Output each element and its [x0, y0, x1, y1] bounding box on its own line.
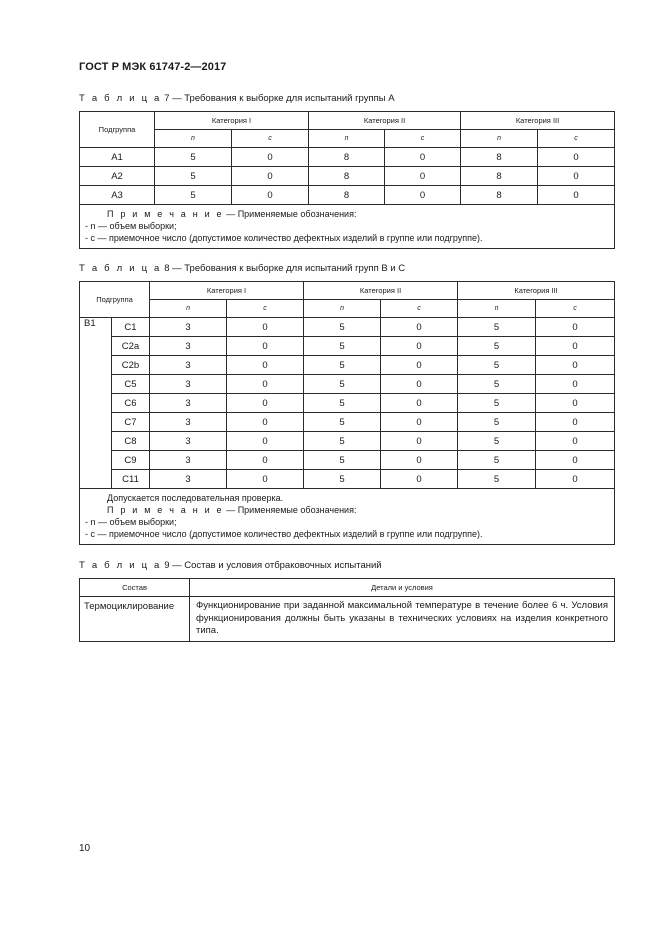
table7-number: 7: [164, 93, 170, 104]
table7-value-cell: 8: [461, 148, 538, 167]
table8-value-cell: 0: [227, 337, 304, 356]
table8-value-cell: 5: [458, 356, 536, 375]
table7-value-cell: 8: [461, 186, 538, 205]
table8-value-cell: 5: [304, 318, 381, 337]
table7-value-cell: 8: [309, 186, 385, 205]
table8-value-cell: 0: [536, 413, 615, 432]
table-row: [80, 432, 615, 451]
table8-value-cell: 0: [536, 356, 615, 375]
table7-value-cell: 8: [461, 167, 538, 186]
table8-value-cell: 5: [458, 394, 536, 413]
table7-note: [80, 205, 615, 249]
table7-subgroup-header: Подгруппа: [80, 112, 155, 148]
table8-value-cell: 5: [304, 451, 381, 470]
table7-group-cell: A3: [80, 186, 155, 205]
table8-value-cell: 3: [150, 375, 227, 394]
table7-category-1: Категория I: [155, 112, 309, 130]
table8-value-cell: 5: [304, 356, 381, 375]
table8-value-cell: 0: [381, 432, 458, 451]
table7-value-cell: 8: [309, 167, 385, 186]
table8-n-1: n: [150, 300, 227, 318]
table8-value-cell: 5: [304, 337, 381, 356]
table8-value-cell: 0: [381, 375, 458, 394]
table-row: [80, 470, 615, 489]
table8-value-cell: 3: [150, 318, 227, 337]
table7-value-cell: 0: [538, 167, 615, 186]
table8-value-cell: 0: [227, 470, 304, 489]
table-row: [80, 451, 615, 470]
table8-value-cell: 0: [536, 451, 615, 470]
table7-value-cell: 5: [155, 167, 232, 186]
table-row: [80, 318, 615, 337]
table7-c-3: c: [538, 130, 615, 148]
table8-value-cell: 0: [536, 337, 615, 356]
table8-value-cell: 0: [536, 470, 615, 489]
table7-group-cell: A1: [80, 148, 155, 167]
table7-value-cell: 0: [385, 148, 461, 167]
table8-subgroup-cell: C2b: [112, 356, 150, 375]
table8-subgroup-header: Подгруппа: [80, 282, 150, 318]
table7-note-line2: - c — приемочное число (допустимое количество дефектных изделий в группе или подгруппе).: [85, 233, 483, 243]
table8-value-cell: 3: [150, 337, 227, 356]
table-row: [80, 356, 615, 375]
table-row: [80, 148, 615, 167]
page-number: 10: [79, 843, 91, 854]
table8-value-cell: 5: [304, 413, 381, 432]
table8-value-cell: 0: [381, 318, 458, 337]
table-row: [80, 394, 615, 413]
table8-value-cell: 0: [381, 394, 458, 413]
table8-note-line2: - c — приемочное число (допустимое количество дефектных изделий в группе или подгруппе).: [85, 529, 483, 539]
table7: [79, 111, 615, 249]
table8-subgroup-cell: C5: [112, 375, 150, 394]
table8-note-line1: - n — объем выборки;: [85, 517, 177, 527]
table-row: [80, 375, 615, 394]
table8-value-cell: 5: [458, 337, 536, 356]
table7-value-cell: 0: [538, 148, 615, 167]
table8-value-cell: 0: [381, 470, 458, 489]
table8-note-pre: Допускается последовательная проверка.: [107, 493, 284, 503]
table8-label: Т а б л и ц а: [79, 263, 162, 274]
table-row: [80, 337, 615, 356]
table8-value-cell: 3: [150, 470, 227, 489]
table7-value-cell: 8: [309, 148, 385, 167]
document-header: ГОСТ Р МЭК 61747-2—2017: [79, 61, 227, 73]
table7-value-cell: 0: [538, 186, 615, 205]
table8-category-2: Категория II: [304, 282, 458, 300]
table-row: [80, 597, 615, 642]
table8-value-cell: 0: [227, 451, 304, 470]
table8-c-1: c: [227, 300, 304, 318]
table7-value-cell: 5: [155, 148, 232, 167]
table8-value-cell: 0: [381, 413, 458, 432]
table7-value-cell: 0: [232, 148, 309, 167]
table8-subgroup-cell: C6: [112, 394, 150, 413]
table8-value-cell: 5: [458, 318, 536, 337]
table8-subgroup-cell: C8: [112, 432, 150, 451]
table8-number: 8: [164, 263, 170, 274]
table7-category-3: Категория III: [461, 112, 615, 130]
table7-n-1: n: [155, 130, 232, 148]
table7-note-label: П р и м е ч а н и е: [107, 209, 224, 219]
table8-c-2: c: [381, 300, 458, 318]
table8-value-cell: 3: [150, 413, 227, 432]
table9-col2-header: Детали и условия: [190, 579, 615, 597]
table8-value-cell: 5: [304, 432, 381, 451]
table9: [79, 578, 615, 642]
table8-subgroup-cell: C7: [112, 413, 150, 432]
table8-value-cell: 5: [458, 470, 536, 489]
table-row: [80, 167, 615, 186]
table7-n-3: n: [461, 130, 538, 148]
table8-subgroup-cell: C11: [112, 470, 150, 489]
table7-c-1: c: [232, 130, 309, 148]
table7-category-2: Категория II: [309, 112, 461, 130]
table8-subgroup-cell: C9: [112, 451, 150, 470]
table8-value-cell: 5: [458, 432, 536, 451]
table-row: [80, 413, 615, 432]
table8-caption: [79, 263, 405, 274]
table8-value-cell: 0: [227, 356, 304, 375]
table9-label: Т а б л и ц а: [79, 560, 162, 571]
table7-note-text: — Применяемые обозначения:: [223, 209, 357, 219]
table8-value-cell: 0: [381, 356, 458, 375]
table9-title: — Состав и условия отбраковочных испытаний: [169, 560, 382, 571]
table8-n-2: n: [304, 300, 381, 318]
table9-row-name: Термоциклирование: [80, 597, 190, 642]
table8-value-cell: 0: [536, 375, 615, 394]
table9-row-text: Функционирование при заданной максимальной температуре в течение более 6 ч. Условия функционирования должны быть указаны в технических условиях на изделия конкретного типа.: [190, 597, 615, 642]
table8-value-cell: 5: [304, 470, 381, 489]
table7-label: Т а б л и ц а: [79, 93, 162, 104]
table7-title: — Требования к выборке для испытаний группы А: [169, 93, 395, 104]
table8-n-3: n: [458, 300, 536, 318]
table8: [79, 281, 615, 545]
table8-value-cell: 0: [227, 413, 304, 432]
table8-value-cell: 0: [536, 318, 615, 337]
table7-value-cell: 0: [385, 167, 461, 186]
table8-title: — Требования к выборке для испытаний групп В и С: [169, 263, 406, 274]
table8-value-cell: 0: [227, 394, 304, 413]
table8-note-label: П р и м е ч а н и е: [107, 505, 224, 515]
table8-value-cell: 3: [150, 432, 227, 451]
table8-category-3: Категория III: [458, 282, 615, 300]
table8-value-cell: 0: [227, 432, 304, 451]
table9-caption: [79, 560, 382, 571]
table8-note-text: — Применяемые обозначения:: [223, 505, 357, 515]
table7-note-line1: - n — объем выборки;: [85, 221, 177, 231]
table8-value-cell: 0: [536, 432, 615, 451]
table7-value-cell: 5: [155, 186, 232, 205]
table7-value-cell: 0: [232, 186, 309, 205]
table8-subgroup-cell: C1: [112, 318, 150, 337]
table8-value-cell: 5: [304, 375, 381, 394]
table8-value-cell: 3: [150, 451, 227, 470]
table9-number: 9: [164, 560, 170, 571]
table8-value-cell: 3: [150, 394, 227, 413]
table8-subgroup-cell: C2a: [112, 337, 150, 356]
table8-note: [80, 489, 615, 545]
table8-value-cell: 0: [227, 318, 304, 337]
table8-value-cell: 0: [536, 394, 615, 413]
table7-value-cell: 0: [385, 186, 461, 205]
table8-value-cell: 5: [458, 413, 536, 432]
table7-caption: [79, 93, 395, 104]
table9-col1-header: Состав: [80, 579, 190, 597]
table7-value-cell: 0: [232, 167, 309, 186]
table8-value-cell: 0: [381, 451, 458, 470]
table7-n-2: n: [309, 130, 385, 148]
table8-value-cell: 0: [381, 337, 458, 356]
table8-category-1: Категория I: [150, 282, 304, 300]
table7-group-cell: A2: [80, 167, 155, 186]
table8-value-cell: 3: [150, 356, 227, 375]
table8-value-cell: 5: [458, 451, 536, 470]
table8-c-3: c: [536, 300, 615, 318]
table8-value-cell: 0: [227, 375, 304, 394]
table-row: [80, 186, 615, 205]
table8-value-cell: 5: [304, 394, 381, 413]
table8-group-cell: B1: [80, 318, 112, 489]
table8-value-cell: 5: [458, 375, 536, 394]
table7-c-2: c: [385, 130, 461, 148]
